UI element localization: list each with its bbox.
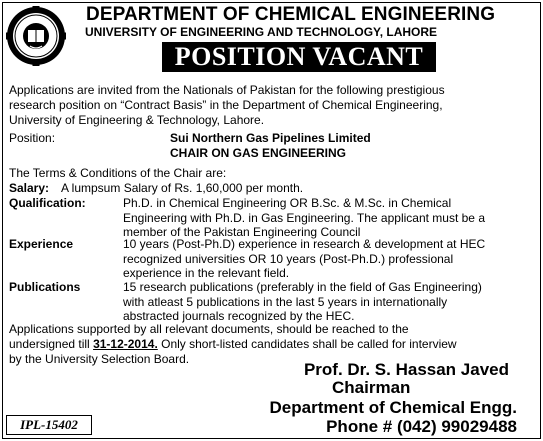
experience-line: 10 years (Post-Ph.D) experience in research & development at HEC bbox=[123, 237, 486, 251]
deadline-date: 31-12-2014. bbox=[93, 337, 158, 351]
qualification-label: Qualification: bbox=[9, 196, 86, 210]
signatory-department: Department of Chemical Engg. bbox=[269, 398, 517, 417]
intro-line: University of Engineering & Technology, Lahore. bbox=[9, 113, 265, 127]
closing-line bbox=[9, 337, 457, 352]
terms-heading: The Terms & Conditions of the Chair are: bbox=[9, 166, 227, 180]
uet-logo-icon bbox=[6, 6, 66, 66]
qualification-line: Engineering with Ph.D. in Gas Engineering. The applicant must be a bbox=[123, 210, 485, 225]
ipl-reference-code: IPL-15402 bbox=[6, 415, 92, 435]
closing-text: Only short-listed candidates shall be called for interview bbox=[157, 337, 457, 351]
closing-line: Applications supported by all relevant documents, should be reached to the bbox=[9, 322, 409, 336]
closing-line: by the University Selection Board. bbox=[9, 352, 190, 366]
closing-text: undersigned till bbox=[9, 337, 94, 351]
position-label: Position: bbox=[9, 131, 56, 145]
publications-line: with atleast 5 publications in the last 5 years in internationally bbox=[123, 294, 448, 309]
signatory-name: Prof. Dr. S. Hassan Javed bbox=[303, 360, 509, 379]
experience-line: recognized universities OR 10 years (Post-Ph.D.) professional bbox=[123, 251, 454, 266]
publications-text bbox=[123, 280, 482, 324]
publications-label: Publications bbox=[9, 280, 81, 294]
intro-line: Applications are invited from the Nationals of Pakistan for the following prestigious bbox=[9, 83, 445, 97]
publications-line: 15 research publications (preferably in the field of Gas Engineering) bbox=[123, 280, 482, 294]
qualification-line: Ph.D. in Chemical Engineering OR B.Sc. & M.Sc. in Chemical bbox=[123, 196, 452, 210]
position-company: Sui Northern Gas Pipelines Limited bbox=[170, 131, 371, 145]
university-name: UNIVERSITY OF ENGINEERING AND TECHNOLOGY, LAHORE bbox=[85, 25, 438, 39]
signatory-phone: Phone # (042) 99029488 bbox=[326, 417, 517, 436]
intro-paragraph bbox=[9, 83, 535, 128]
qualification-text bbox=[123, 196, 485, 240]
experience-label: Experience bbox=[9, 237, 74, 251]
salary-label: Salary: bbox=[9, 181, 50, 195]
department-title: DEPARTMENT OF CHEMICAL ENGINEERING bbox=[86, 4, 496, 25]
position-chair: CHAIR ON GAS ENGINEERING bbox=[170, 146, 347, 160]
signatory-title: Chairman bbox=[332, 378, 411, 397]
publications-line: abstracted journals recognized by the HEC. bbox=[123, 309, 355, 323]
position-vacant-banner: POSITION VACANT bbox=[162, 42, 436, 72]
qualification-line: member of the Pakistan Engineering Council bbox=[123, 225, 361, 239]
experience-text bbox=[123, 237, 485, 281]
experience-line: experience in the relevant field. bbox=[123, 266, 290, 280]
salary-text: A lumpsum Salary of Rs. 1,60,000 per month. bbox=[61, 181, 304, 195]
intro-line: research position on “Contract Basis” in the Department of Chemical Engineering, bbox=[9, 98, 443, 112]
